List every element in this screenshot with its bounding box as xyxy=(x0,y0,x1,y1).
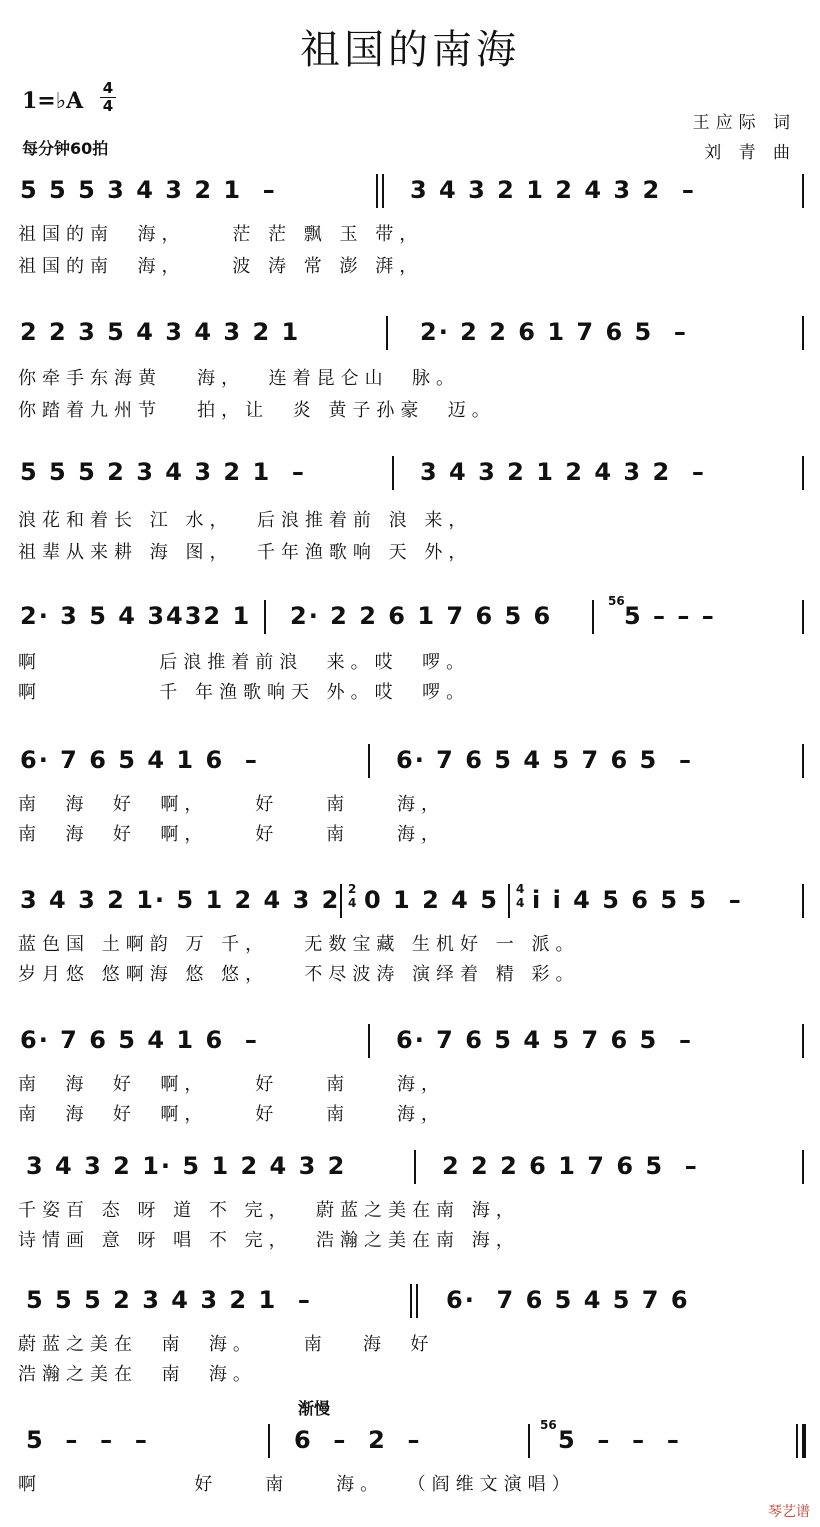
time-top: 4 xyxy=(102,79,114,97)
watermark-logo: 琴艺谱 xyxy=(768,1504,810,1520)
measure-notes: 5 – – – xyxy=(624,602,716,630)
barline xyxy=(802,744,804,778)
barline xyxy=(382,174,384,208)
barline xyxy=(264,600,266,634)
lyric-verse-1: 南 海 好 啊， 好 南 海， xyxy=(18,794,445,815)
composer-credit: 刘 青 曲 xyxy=(704,143,796,163)
time-bottom: 4 xyxy=(100,97,116,115)
measure-notes: 6· 7 6 5 4 1 6 – xyxy=(20,1026,259,1054)
grace-notes: 56 xyxy=(540,1418,557,1432)
barline xyxy=(268,1424,270,1458)
measure-notes: 2· 2 2 6 1 7 6 5 6 xyxy=(290,602,553,630)
lyric-verse-2: 祖国的南 海， 波 涛 常 澎 湃， xyxy=(18,256,424,277)
lyric-verse-1: 南 海 好 啊， 好 南 海， xyxy=(18,1074,445,1095)
repeat-barline xyxy=(410,1284,412,1318)
measure-notes: 0 1 2 4 5 xyxy=(364,886,499,914)
measure-notes: 6 – 2 – xyxy=(294,1426,422,1454)
lyric-verse-2: 祖辈从来耕 海 图， 千年渔歌响 天 外， xyxy=(18,542,473,563)
barline xyxy=(802,1150,804,1184)
barline xyxy=(802,1024,804,1058)
final-barline xyxy=(796,1424,798,1458)
lyric-verse-1: 蓝色国 土啊韵 万 千， 无数宝藏 生机好 一 派。 xyxy=(18,934,580,955)
time-signature xyxy=(100,80,116,115)
notes-row xyxy=(18,1420,808,1460)
lyric-verse-1: 你牵手东海黄 海， 连着昆仑山 脉。 xyxy=(18,368,461,389)
measure-notes: 2· 3 5 4 3432 1 xyxy=(20,602,252,630)
measure-notes: 3 4 3 2 1· 5 1 2 4 3 2 xyxy=(20,886,341,914)
notes-row xyxy=(18,452,808,492)
notes-row xyxy=(18,740,808,780)
notes-row xyxy=(18,1280,808,1320)
barline xyxy=(376,174,378,208)
lyric-verse-2: 你踏着九州节 拍，让 炎 黄子孙豪 迈。 xyxy=(18,400,496,421)
measure-notes: 3 4 3 2 1 2 4 3 2 – xyxy=(420,458,706,486)
measure-notes: 2· 2 2 6 1 7 6 5 – xyxy=(420,318,688,346)
lyric-verse-2: 啊 千 年渔歌响天 外。哎 啰。 xyxy=(18,682,471,703)
barline xyxy=(368,1024,370,1058)
measure-notes: 2 2 2 6 1 7 6 5 – xyxy=(442,1152,699,1180)
measure-notes: 5 – – – xyxy=(558,1426,681,1454)
measure-notes: 3 4 3 2 1· 5 1 2 4 3 2 xyxy=(26,1152,347,1180)
notes-row xyxy=(18,1020,808,1060)
measure-notes: 6· 7 6 5 4 5 7 6 5 – xyxy=(396,1026,693,1054)
ritardando-marking: 渐慢 xyxy=(298,1399,331,1418)
measure-notes: 2 2 3 5 4 3 4 3 2 1 xyxy=(20,318,301,346)
lyricist-credit: 王应际 词 xyxy=(692,113,796,133)
time-change-4-4: 4 4 xyxy=(516,882,525,910)
measure-notes: 6· 7 6 5 4 5 7 6 5 – xyxy=(396,746,693,774)
barline xyxy=(340,884,342,918)
notes-row xyxy=(18,170,808,210)
tempo-marking: 每分钟60拍 xyxy=(22,139,109,158)
barline xyxy=(802,884,804,918)
notes-row xyxy=(18,880,808,920)
measure-notes: 3 4 3 2 1 2 4 3 2 – xyxy=(410,176,696,204)
final-barline xyxy=(802,1424,806,1458)
measure-notes: i i 4 5 6 5 5 – xyxy=(532,886,743,914)
grace-notes: 56 xyxy=(608,594,625,608)
barline xyxy=(414,1150,416,1184)
barline xyxy=(802,174,804,208)
notes-row xyxy=(18,596,808,636)
barline xyxy=(802,600,804,634)
lyric-verse-1: 祖国的南 海， 茫 茫 飘 玉 带， xyxy=(18,224,424,245)
barline xyxy=(592,600,594,634)
notes-row xyxy=(18,1146,808,1186)
lyric-verse-1: 蔚蓝之美在 南 海。 南 海 好 xyxy=(18,1334,435,1355)
barline xyxy=(802,456,804,490)
barline xyxy=(386,316,388,350)
barline xyxy=(392,456,394,490)
notes-row xyxy=(18,312,808,352)
measure-notes: 5 5 5 2 3 4 3 2 1 – xyxy=(20,458,306,486)
lyric-verse-1: 浪花和着长 江 水， 后浪推着前 浪 来， xyxy=(18,510,473,531)
lyric-verse-2: 诗情画 意 呀 唱 不 完， 浩瀚之美在南 海， xyxy=(18,1230,520,1251)
barline xyxy=(368,744,370,778)
time-change-2-4: 2 4 xyxy=(348,882,357,910)
lyric-verse-1: 啊 好 南 海。 （阎维文演唱） xyxy=(18,1474,576,1495)
lyric-verse-2: 南 海 好 啊， 好 南 海， xyxy=(18,1104,445,1125)
barline xyxy=(528,1424,530,1458)
measure-notes: 6· 7 6 5 4 5 7 6 xyxy=(446,1286,690,1314)
barline xyxy=(802,316,804,350)
lyric-verse-2: 浩瀚之美在 南 海。 xyxy=(18,1364,257,1385)
measure-notes: 6· 7 6 5 4 1 6 – xyxy=(20,746,259,774)
page-title: 祖国的南海 xyxy=(300,27,520,73)
key-signature: 1=♭A xyxy=(22,88,84,114)
measure-notes: 5 – – – xyxy=(26,1426,149,1454)
repeat-barline xyxy=(416,1284,418,1318)
measure-notes: 5 5 5 2 3 4 3 2 1 – xyxy=(26,1286,312,1314)
measure-notes: 5 5 5 3 4 3 2 1 – xyxy=(20,176,277,204)
barline xyxy=(508,884,510,918)
lyric-verse-2: 南 海 好 啊， 好 南 海， xyxy=(18,824,445,845)
lyric-verse-2: 岁月悠 悠啊海 悠 悠， 不尽波涛 演绎着 精 彩。 xyxy=(18,964,580,985)
lyric-verse-1: 千姿百 态 呀 道 不 完， 蔚蓝之美在南 海， xyxy=(18,1200,520,1221)
lyric-verse-1: 啊 后浪推着前浪 来。哎 啰。 xyxy=(18,652,471,673)
